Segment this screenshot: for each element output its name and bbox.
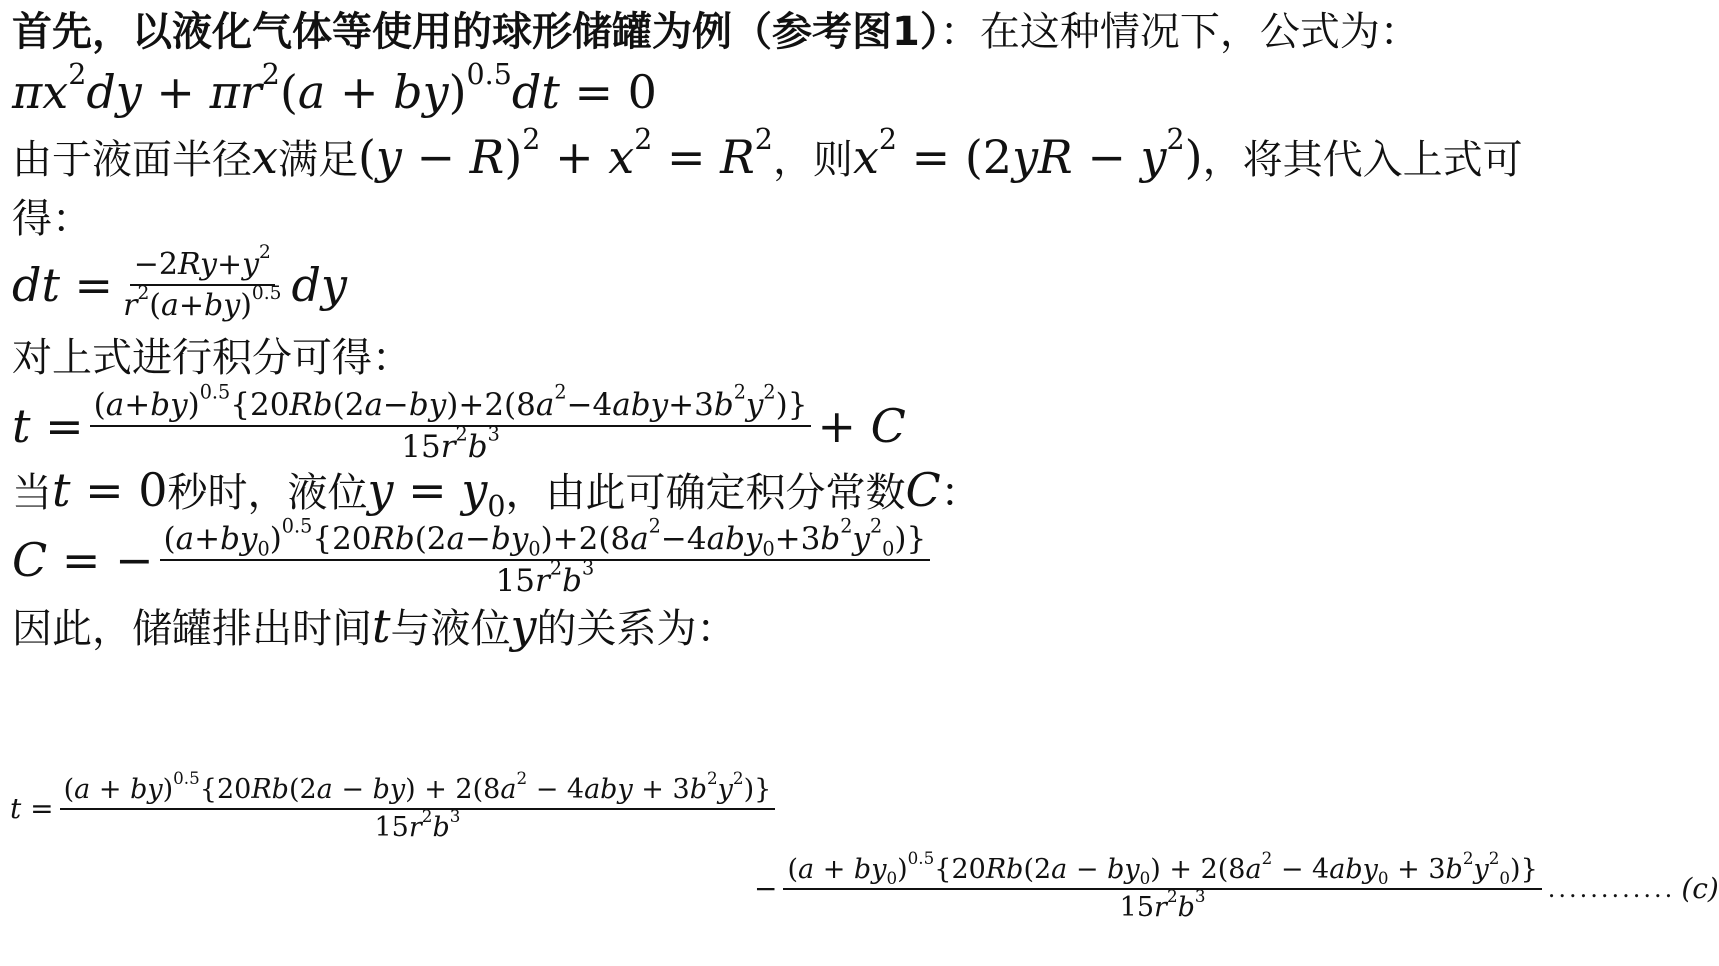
eq2-fraction	[119, 242, 285, 323]
initial-condition-line	[12, 463, 981, 523]
eq5-tag: (c)	[1681, 871, 1719, 905]
integrate-line: 对上式进行积分可得：	[12, 335, 412, 381]
eq5-lhs: t =	[10, 791, 54, 825]
eq4-lhs: C = −	[12, 533, 154, 588]
circle-condition: $(y - R)^2 + x^2 = R^2$	[357, 122, 773, 184]
equation-5-part-2	[754, 847, 1719, 923]
equation-1	[12, 57, 657, 119]
eq3-numerator: $(a+by)^{0.5}\{20Rb(2a-by)+2(8a^2-4aby+3b^2y^2)\}$	[90, 388, 812, 427]
eq5-numerator-1: $(a + by)^{0.5}\{20Rb(2a - by) + 2(8a^2 - 4aby + 3b^2y^2)\}$	[60, 775, 776, 810]
eq2-denominator: $r^2(a+by)^{0.5}$	[123, 283, 282, 323]
var-t: t	[372, 599, 391, 653]
when-mid: 秒时，液位	[167, 470, 368, 516]
x-squared-result: $x^2 = (2yR - y^2)$	[852, 122, 1203, 184]
eq5-minus: −	[754, 871, 778, 905]
equation-5-part-1	[10, 767, 781, 843]
var-c: C	[905, 463, 941, 517]
eq4-denominator: $15r^2b^3$	[495, 556, 595, 600]
equation-4	[12, 514, 936, 600]
equation-3	[12, 380, 906, 466]
eq5-fraction-2	[783, 847, 1541, 923]
eq5-denominator-2: $15r^2b^3$	[1119, 885, 1206, 923]
eq3-denominator: $15r^2b^3$	[401, 422, 500, 466]
y-equals-y0: $y = y_0$	[367, 463, 506, 523]
substitution-line	[12, 122, 1523, 184]
eq5-leader-dots: ............	[1547, 874, 1676, 903]
therefore-line	[12, 599, 737, 653]
var-x: x	[252, 130, 278, 184]
when-prefix: 当	[12, 470, 52, 516]
substitution-prefix: 由于液面半径	[12, 137, 252, 183]
eq4-numerator: $(a+by_0)^{0.5}\{20Rb(2a-by_0)+2(8a^2-4aby_0+3b^2y^2_0)\}$	[160, 522, 931, 561]
intro-line	[12, 8, 1420, 56]
eq5-numerator-2: $(a + by_0)^{0.5}\{20Rb(2a - by_0) + 2(8a^2 - 4aby_0 + 3b^2y^2_0)\}$	[783, 855, 1541, 890]
eq2-lhs: dt =	[12, 258, 114, 312]
therefore-prefix: 因此，储罐排出时间	[12, 606, 372, 652]
equation-1-rendered: $\pi x^2dy + \pi r^2(a + by)^{0.5}dt = 0$	[12, 57, 657, 119]
eq5-fraction-1	[60, 767, 776, 843]
t-equals-zero: t = 0	[52, 463, 168, 517]
therefore-suffix: 的关系为：	[536, 606, 737, 652]
substitution-suffix: ，将其代入上式可	[1202, 137, 1523, 183]
equation-2	[12, 242, 347, 323]
eq3-lhs: t =	[12, 399, 84, 454]
eq5-denominator-1: $15r^2b^3$	[374, 805, 461, 843]
eq2-numerator: $-2Ry+y^2$	[130, 248, 275, 286]
var-y: y	[510, 599, 537, 653]
eq4-fraction	[160, 514, 931, 600]
intro-rest-text: ：在这种情况下，公式为：	[939, 9, 1420, 55]
when-suffix: ，由此可确定积分常数	[505, 470, 906, 516]
eq2-rhs: dy	[291, 258, 347, 312]
eq3-rhs: + C	[817, 399, 906, 454]
substitution-mid: 满足	[277, 137, 358, 183]
substitution-cont: 得：	[12, 196, 92, 242]
therefore-mid: 与液位	[390, 606, 511, 652]
intro-bold-text: 首先，以液化气体等使用的球形储罐为例（参考图1）	[12, 9, 940, 55]
substitution-then: ，则	[772, 137, 853, 183]
when-colon: ：	[940, 470, 981, 516]
eq3-fraction	[90, 380, 812, 466]
